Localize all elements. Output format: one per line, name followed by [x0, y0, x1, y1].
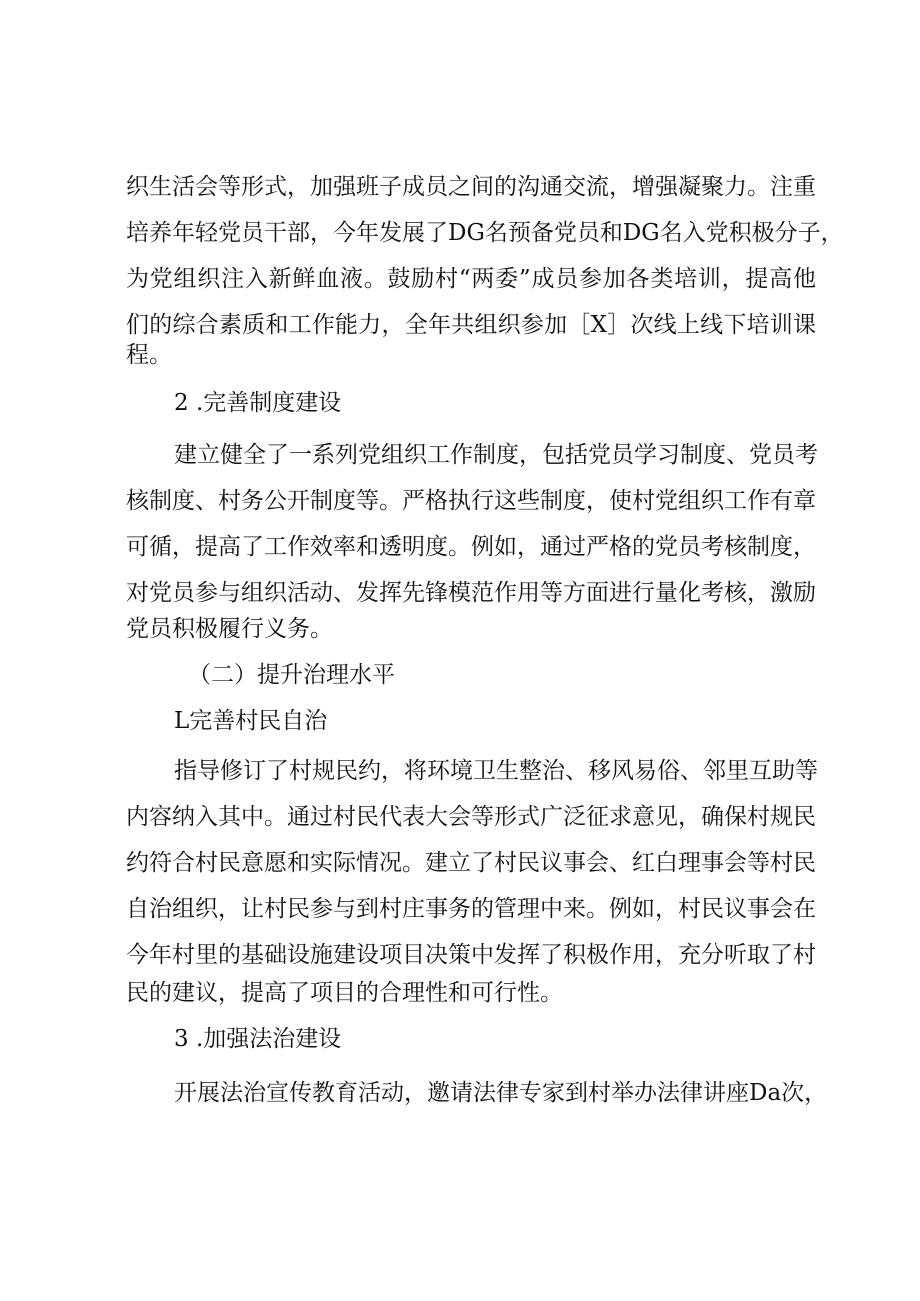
paragraph-line: 指导修订了村规民约，将环境卫生整治、移风易俗、邻里互助等	[174, 758, 818, 784]
paragraph-line: 民的建议，提高了项目的合理性和可行性。	[126, 980, 563, 1006]
paragraph-line: 自治组织，让村民参与到村庄事务的管理中来。例如，村民议事会在	[126, 896, 816, 922]
section-heading: 2 .完善制度建设	[174, 390, 342, 416]
paragraph-line: 程。	[126, 342, 172, 368]
paragraph-line: 织生活会等形式，加强班子成员之间的沟通交流，增强凝聚力。注重	[126, 174, 816, 200]
paragraph-line: 对党员参与组织活动、发挥先锋模范作用等方面进行量化考核，激励	[126, 580, 816, 606]
paragraph-line: 核制度、村务公开制度等。严格执行这些制度，使村党组织工作有章	[126, 488, 816, 514]
section-heading: 3 .加强法治建设	[174, 1026, 342, 1052]
paragraph-line: 们的综合素质和工作能力，全年共组织参加［X］次线上线下培训课	[126, 312, 816, 338]
section-heading: （二）提升治理水平	[188, 662, 395, 688]
paragraph-line: 开展法治宣传教育活动，邀请法律专家到村举办法律讲座Da次，	[174, 1080, 828, 1106]
paragraph-line: 内容纳入其中。通过村民代表大会等形式广泛征求意见，确保村规民	[126, 804, 816, 830]
paragraph-line: 可循，提高了工作效率和透明度。例如，通过严格的党员考核制度，	[126, 534, 816, 560]
paragraph-line: 约符合村民意愿和实际情况。建立了村民议事会、红白理事会等村民	[126, 850, 816, 876]
paragraph-line: 党员积极履行义务。	[126, 616, 333, 642]
paragraph-line: 今年村里的基础设施建设项目决策中发挥了积极作用，充分听取了村	[126, 942, 816, 968]
paragraph-line: 为党组织注入新鲜血液。鼓励村“两委”成员参加各类培训，提高他	[126, 266, 816, 292]
paragraph-line: 建立健全了一系列党组织工作制度，包括党员学习制度、党员考	[174, 442, 818, 468]
paragraph-line: 培养年轻党员干部，今年发展了DG名预备党员和DG名入党积极分子，	[126, 220, 844, 246]
section-heading: L完善村民自治	[174, 708, 328, 734]
